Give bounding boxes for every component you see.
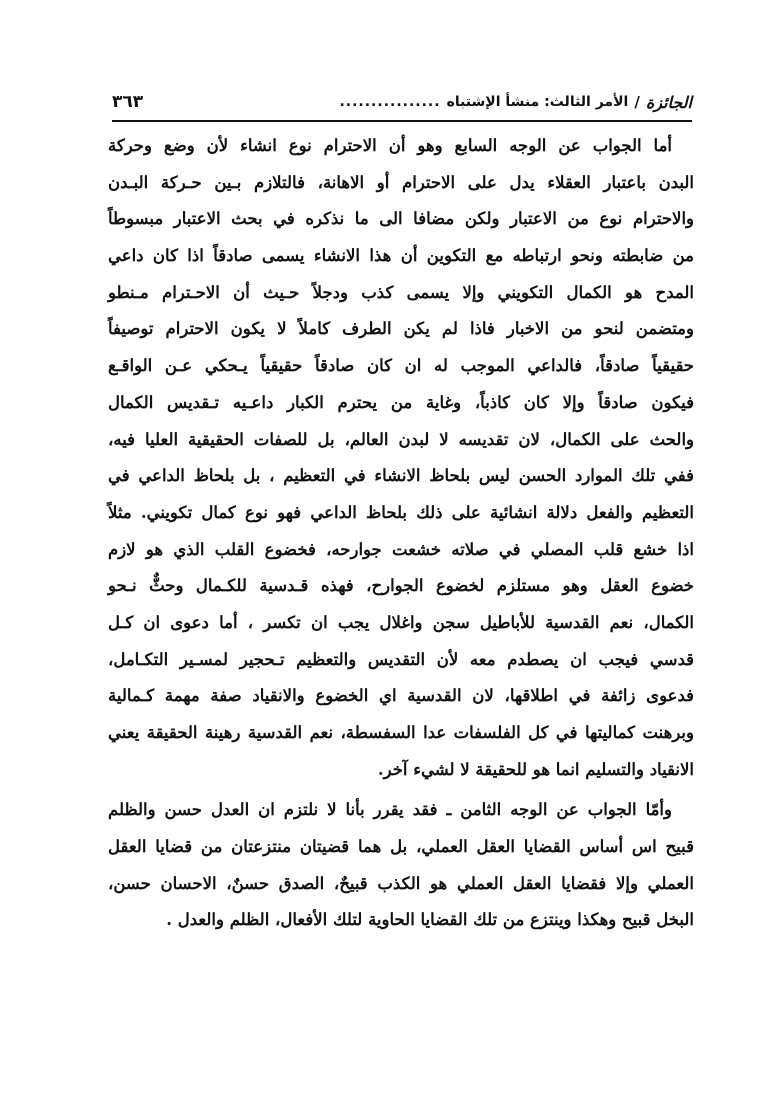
text-line: ومتضمن لنحو من الاخبار فاذا لم يكن الطرف كاملاً لا يكون الاحترام توصيفاً [108,319,694,339]
text-line: والحث على الكمال، لان تقديسه لا لبدن العالم، بل للصفات الحقيقية العليا فيه، [108,429,694,449]
text-line: أما الجواب عن الوجه السابع وهو أن الاحترام نوع انشاء لأن وضع وحركة [108,136,672,155]
text-line: وبرهنت كماليتها في كل الفلسفات عدا السفسطة، نعم القدسية رهينة الحقيقة يعني [108,723,694,742]
text-line: قدسي فيجب ان يصطدم معه لأن التقديس والتعظيم تـحجير لمسـير التكـامل، [108,649,694,669]
text-line: اذا خشع قلب المصلي في صلاته خشعت جوارحه، فخضوع القلب الذي هو لازم [108,539,694,559]
text-line: البخل قبيح وهكذا وينتزع من تلك القضايا الحاوية لتلك الأفعال، الظلم والعدل . [166,910,694,930]
text-line: الكمال، نعم القدسية للأباطيل سجن واغلال يجب ان تكسر ، أما دعوى ان كـل [108,612,694,632]
header-separator: / [634,93,640,111]
running-header [112,84,692,122]
header-leader-dots: ................ [339,94,441,110]
book-logo: الجائزة [645,92,692,112]
text-line: قبيح اس أساس القضايا العقل العملي، بل هما قضيتان منتزعتان من قضايا العقل [108,837,694,857]
header-title-group [339,93,692,112]
text-line: ففي تلك الموارد الحسن ليس بلحاظ الانشاء في التعظيم ، بل بلحاظ الداعي في [108,466,694,486]
text-line: فدعوى زائفة في اطلاقها، لان القدسية اي الخضوع والانقياد صفة مهمة كـمالية [108,686,694,706]
text-line: البدن باعتبار العقلاء يدل على الاحترام أو الاهانة، فالتلازم بـين حـركة البـدن [108,172,694,192]
chapter-title: الأمر الثالث: منشأ الإشتباه [446,94,629,110]
paragraph-2 [108,792,694,939]
text-line: والاحترام نوع من الاعتبار ولكن مضافا الى ما نذكره في بحث الاعتبار مبسوطاً [108,209,694,229]
text-line: الانقياد والتسليم انما هو للحقيقة لا لشيء آخر. [377,759,694,779]
text-line: المدح هو الكمال التكويني وإلا يسمى كذب ودجلاً حـيث أن الاحـترام مـنطو [108,282,694,302]
page-number: ٣٦٣ [112,92,144,112]
text-line: وأمّا الجواب عن الوجه الثامن ـ فقد يقرر بأنا لا نلتزم ان العدل حسن والظلم [108,800,672,820]
text-line: فيكون صادقاً وإلا كان كاذباً، وغاية من يحترم الكبار داعـيه تـقديس الكمال [108,392,694,412]
body-text [108,128,694,939]
text-line: من ضابطته ونحو ارتباطه مع التكوين أن هذا الانشاء يسمى صادقاً اذا كان داعي [108,246,694,266]
text-line: خضوع العقل وهو مستلزم لخضوع الجوارح، فهذه قـدسية للكـمال وحثٌّ نـحو [108,576,694,596]
paragraph-1 [108,128,694,788]
text-line: التعظيم والفعل دلالة انشائية على ذلك بلحاظ الداعي فهو نوع كمال تكويني. مثلاً [108,502,694,522]
text-line: حقيقياً صادقاً، فالداعي الموجب له ان كان صادقاً حقيقياً يـحكي عـن الواقـع [108,356,694,376]
text-line: العملي وإلا فقضايا العقل العملي هو الكذب قبيحٌ، الصدق حسنٌ، الاحسان حسن، [108,873,694,893]
